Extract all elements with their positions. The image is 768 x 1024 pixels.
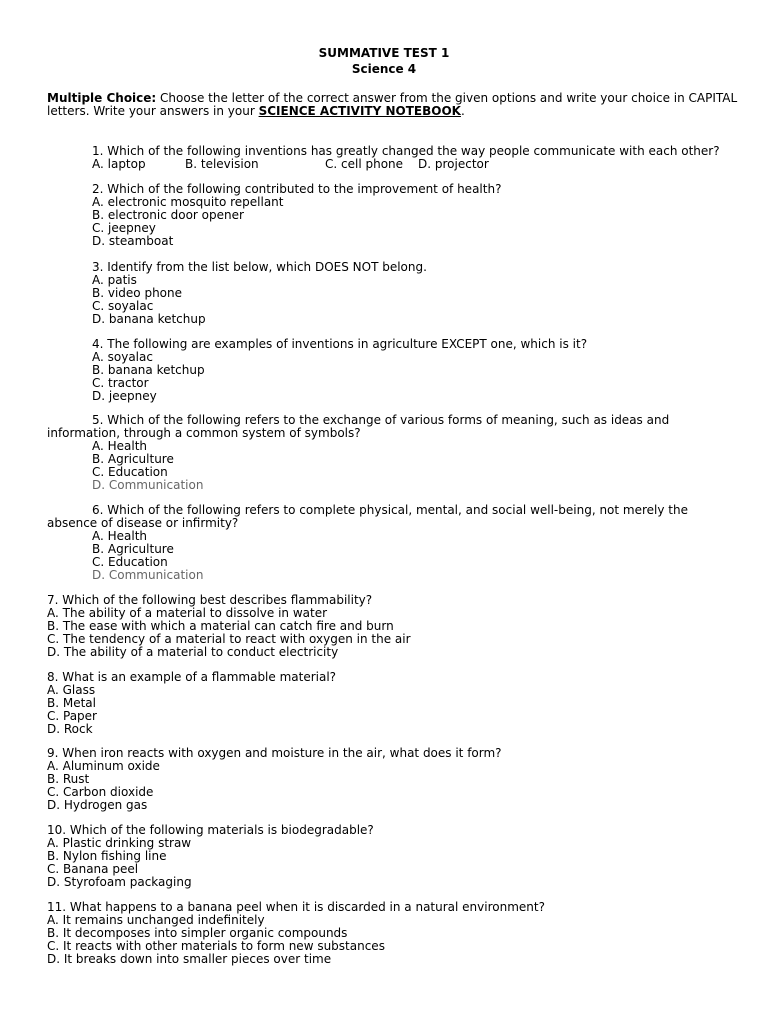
option-a: A. Health: [92, 438, 148, 453]
option-c: C. Banana peel: [47, 861, 139, 876]
option-b: B. Agriculture: [92, 541, 174, 556]
option-c: C. Education: [92, 464, 168, 479]
option-c: C. Carbon dioxide: [47, 784, 154, 799]
option-a: A. Aluminum oxide: [47, 758, 160, 773]
option-b: B. Metal: [47, 695, 96, 710]
option-d: D. Rock: [47, 721, 93, 736]
option-a: A. Health: [92, 528, 148, 543]
question-6: [47, 504, 737, 581]
option-a: A. Plastic drinking straw: [47, 835, 192, 850]
instructions: [47, 92, 747, 118]
option-b: B. banana ketchup: [92, 362, 205, 377]
question-3: [47, 261, 737, 326]
option-d: D. Hydrogen gas: [47, 797, 148, 812]
question-10: [47, 824, 737, 889]
option-d: D. Communication: [92, 567, 204, 582]
header: [0, 45, 768, 77]
option-a: A. The ability of a material to dissolve in water: [47, 605, 328, 620]
option-d: D. Styrofoam packaging: [47, 874, 192, 889]
question-stem: 7. Which of the following best describes flammability?: [47, 593, 373, 607]
question-4: [47, 338, 737, 403]
page-subtitle: Science 4: [351, 62, 417, 76]
instructions-emphasis: SCIENCE ACTIVITY NOTEBOOK: [258, 103, 461, 118]
question-1: [47, 145, 737, 171]
option-b: B. video phone: [92, 285, 183, 300]
instructions-label: Multiple Choice:: [47, 91, 157, 105]
option-a: A. soyalac: [92, 349, 153, 364]
option-c: C. jeepney: [92, 220, 156, 235]
question-stem: 6. Which of the following refers to complete physical, mental, and social well-being, not merely the absence of disease or infirmity?: [47, 503, 688, 530]
option-d: D. Communication: [92, 477, 204, 492]
question-stem: 10. Which of the following materials is biodegradable?: [47, 823, 374, 837]
option-d: D. The ability of a material to conduct electricity: [47, 644, 339, 659]
option-c: C. It reacts with other materials to form new substances: [47, 938, 385, 953]
question-8: [47, 671, 737, 736]
option-d: D. jeepney: [92, 388, 157, 403]
option-c: C. The tendency of a material to react with oxygen in the air: [47, 631, 411, 646]
page-title: SUMMATIVE TEST 1: [318, 46, 450, 60]
option-a: A. patis: [92, 272, 137, 287]
question-stem: 1. Which of the following inventions has greatly changed the way people communicate with each other?: [92, 144, 720, 158]
option-b: B. Nylon fishing line: [47, 848, 167, 863]
option-d: D. banana ketchup: [92, 311, 206, 326]
question-2: [47, 183, 737, 248]
option-c: C. Education: [92, 554, 168, 569]
question-9: [47, 747, 737, 812]
option-b: B. Rust: [47, 771, 90, 786]
option-a: A. It remains unchanged indefinitely: [47, 912, 265, 927]
question-stem: 9. When iron reacts with oxygen and moisture in the air, what does it form?: [47, 746, 502, 760]
option-a: A. Glass: [47, 682, 96, 697]
option-c: C. tractor: [92, 375, 149, 390]
options-row: [47, 158, 737, 171]
option-c: C. Paper: [47, 708, 97, 723]
question-7: [47, 594, 737, 659]
option-d: D. steamboat: [92, 233, 174, 248]
question-stem: 3. Identify from the list below, which DOES NOT belong.: [92, 260, 427, 274]
instructions-text: Choose the letter of the correct answer from the given options and write your choice in CAPITAL letters. Write your answers in your: [47, 91, 738, 118]
option-b: B. It decomposes into simpler organic compounds: [47, 925, 348, 940]
option-b: B. Agriculture: [92, 451, 174, 466]
option-a: A. laptop: [92, 156, 146, 171]
question-stem: 8. What is an example of a flammable material?: [47, 670, 337, 684]
option-b: B. electronic door opener: [92, 207, 244, 222]
option-a: A. electronic mosquito repellant: [92, 194, 284, 209]
option-b: B. television: [185, 156, 259, 171]
question-5: [47, 414, 737, 491]
question-stem: 11. What happens to a banana peel when it is discarded in a natural environment?: [47, 900, 545, 914]
question-11: [47, 901, 737, 966]
option-d: D. It breaks down into smaller pieces over time: [47, 951, 332, 966]
question-stem: 5. Which of the following refers to the exchange of various forms of meaning, such as ideas and information, through a common system of symbols?: [47, 413, 670, 440]
instructions-end: .: [460, 103, 465, 118]
option-d: D. projector: [418, 156, 489, 171]
option-c: C. cell phone: [325, 156, 404, 171]
question-stem: 4. The following are examples of inventions in agriculture EXCEPT one, which is it?: [92, 337, 588, 351]
question-stem: 2. Which of the following contributed to the improvement of health?: [92, 182, 502, 196]
option-b: B. The ease with which a material can catch fire and burn: [47, 618, 394, 633]
option-c: C. soyalac: [92, 298, 154, 313]
